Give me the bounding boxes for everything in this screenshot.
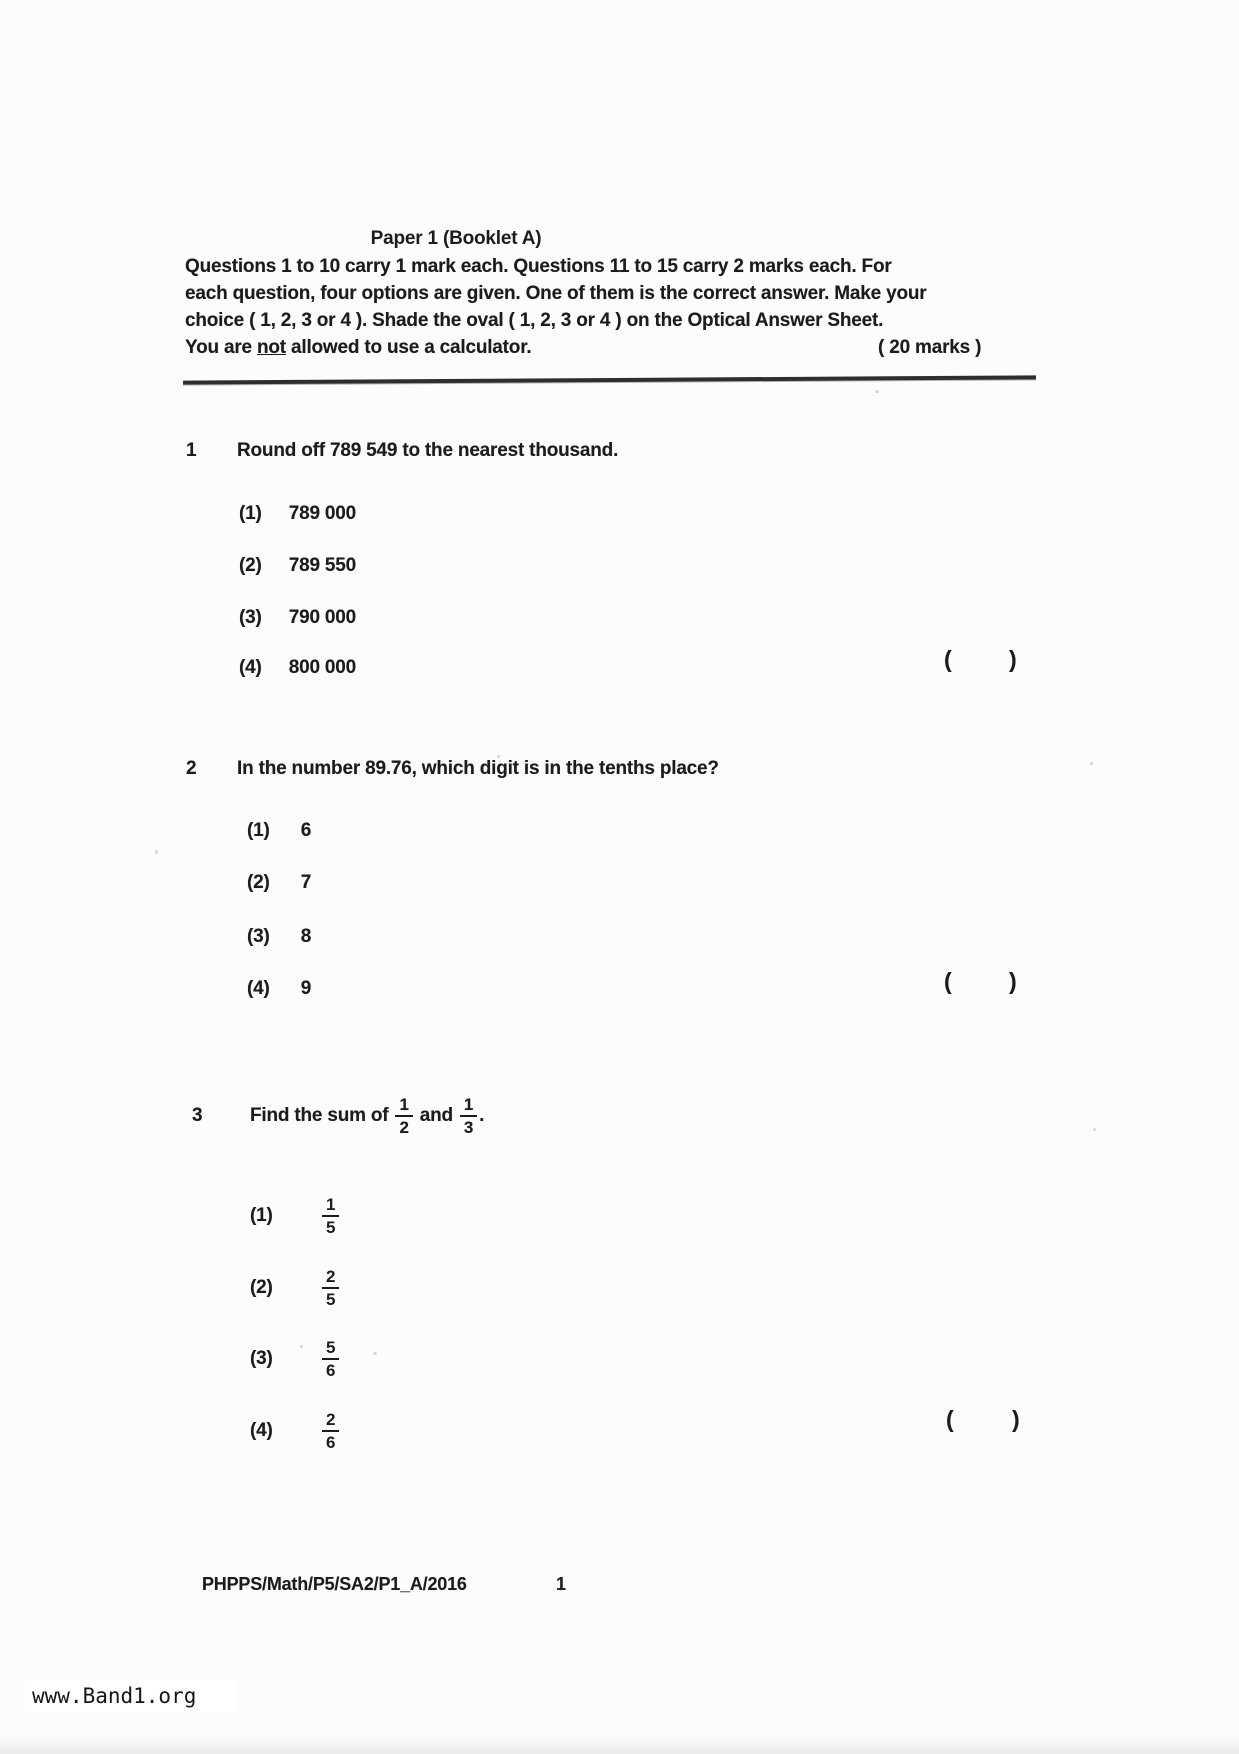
question-2-option-3 bbox=[247, 926, 311, 948]
watermark-url: www.Band1.org bbox=[32, 1684, 197, 1708]
option-fraction: $\frac{5}{6}$ bbox=[322, 1338, 339, 1380]
scan-speck bbox=[875, 390, 879, 393]
fraction-one-third: $\frac{1}{3}$ bbox=[460, 1095, 477, 1137]
question-1-option-2 bbox=[239, 555, 356, 577]
calculator-rule-underlined: not bbox=[256, 337, 286, 358]
option-label: (1) bbox=[250, 1205, 273, 1226]
option-label: (4) bbox=[247, 978, 270, 999]
option-label: (2) bbox=[247, 872, 270, 893]
question-3-text-prefix: Find the sum of bbox=[250, 1105, 389, 1126]
instructions-line-1: Questions 1 to 10 carry 1 mark each. Questions 11 to 15 carry 2 marks each. For bbox=[185, 256, 892, 277]
option-fraction: $\frac{2}{6}$ bbox=[322, 1410, 339, 1452]
option-value: 9 bbox=[300, 978, 312, 999]
watermark-box bbox=[25, 1679, 237, 1713]
question-3-option-3 bbox=[250, 1332, 339, 1386]
option-value: 790 000 bbox=[288, 607, 356, 628]
question-1-option-4 bbox=[239, 657, 356, 679]
question-3-punctuation: . bbox=[479, 1105, 485, 1126]
option-label: (3) bbox=[250, 1348, 273, 1369]
question-3-answer-bracket-close: ) bbox=[1012, 1406, 1020, 1432]
option-label: (1) bbox=[239, 503, 262, 524]
question-1-answer-bracket-open: ( bbox=[944, 646, 952, 672]
instructions-line-2: each question, four options are given. One of them is the correct answer. Make your bbox=[185, 283, 927, 304]
footer-paper-code: PHPPS/Math/P5/SA2/P1_A/2016 bbox=[202, 1574, 467, 1594]
option-label: (4) bbox=[239, 657, 262, 678]
question-3-number: 3 bbox=[192, 1105, 203, 1126]
scan-speck bbox=[155, 850, 158, 854]
scan-speck bbox=[1093, 1128, 1096, 1131]
instructions-line-3: choice ( 1, 2, 3 or 4 ). Shade the oval ( 1, 2, 3 or 4 ) on the Optical Answer Sheet. bbox=[185, 310, 884, 331]
scan-speck bbox=[1090, 762, 1093, 765]
question-1-answer-bracket-close: ) bbox=[1009, 646, 1017, 672]
header-divider-rule bbox=[183, 375, 1036, 384]
option-label: (2) bbox=[239, 555, 262, 576]
option-fraction: $\frac{2}{5}$ bbox=[322, 1267, 339, 1309]
question-3-option-2 bbox=[250, 1261, 339, 1315]
option-fraction: $\frac{1}{5}$ bbox=[322, 1195, 339, 1237]
option-value: 789 550 bbox=[288, 555, 356, 576]
option-value: 8 bbox=[300, 926, 312, 947]
question-3-text bbox=[250, 1088, 484, 1144]
option-label: (4) bbox=[250, 1420, 273, 1441]
question-2-answer-bracket-close: ) bbox=[1009, 968, 1017, 994]
question-2-answer-bracket-open: ( bbox=[944, 968, 952, 994]
scan-speck bbox=[300, 1345, 303, 1348]
fraction-one-half: $\frac{1}{2}$ bbox=[395, 1095, 412, 1137]
scan-speck bbox=[373, 1352, 377, 1355]
question-3-answer-bracket-open: ( bbox=[946, 1406, 954, 1432]
scan-bottom-smudge bbox=[0, 1736, 1239, 1754]
question-2-text: In the number 89.76, which digit is in the tenths place? bbox=[237, 758, 719, 779]
option-value: 6 bbox=[300, 820, 312, 841]
option-label: (3) bbox=[239, 607, 262, 628]
question-2-number: 2 bbox=[186, 758, 197, 779]
calculator-rule-pre: You are bbox=[185, 337, 257, 358]
question-2-option-1 bbox=[247, 820, 311, 842]
total-marks: ( 20 marks ) bbox=[878, 337, 982, 358]
question-3-conjunction: and bbox=[419, 1105, 453, 1126]
question-1-option-1 bbox=[239, 503, 356, 525]
question-2-option-4 bbox=[247, 978, 311, 1000]
footer-page-number: 1 bbox=[556, 1574, 566, 1594]
option-label: (3) bbox=[247, 926, 270, 947]
scan-speck bbox=[497, 755, 500, 758]
page-title: Paper 1 (Booklet A) bbox=[370, 228, 542, 249]
question-1-option-3 bbox=[239, 607, 356, 629]
instructions-line-4 bbox=[185, 337, 531, 359]
option-value: 789 000 bbox=[288, 503, 356, 524]
option-value: 800 000 bbox=[288, 657, 356, 678]
question-3-option-1 bbox=[250, 1189, 339, 1243]
question-1-text: Round off 789 549 to the nearest thousand. bbox=[237, 440, 619, 461]
option-label: (1) bbox=[247, 820, 270, 841]
option-value: 7 bbox=[300, 872, 312, 893]
calculator-rule-post: allowed to use a calculator. bbox=[285, 337, 532, 358]
question-1-number: 1 bbox=[186, 440, 197, 461]
question-2-option-2 bbox=[247, 872, 311, 894]
option-label: (2) bbox=[250, 1277, 273, 1298]
question-3-option-4 bbox=[250, 1404, 339, 1458]
